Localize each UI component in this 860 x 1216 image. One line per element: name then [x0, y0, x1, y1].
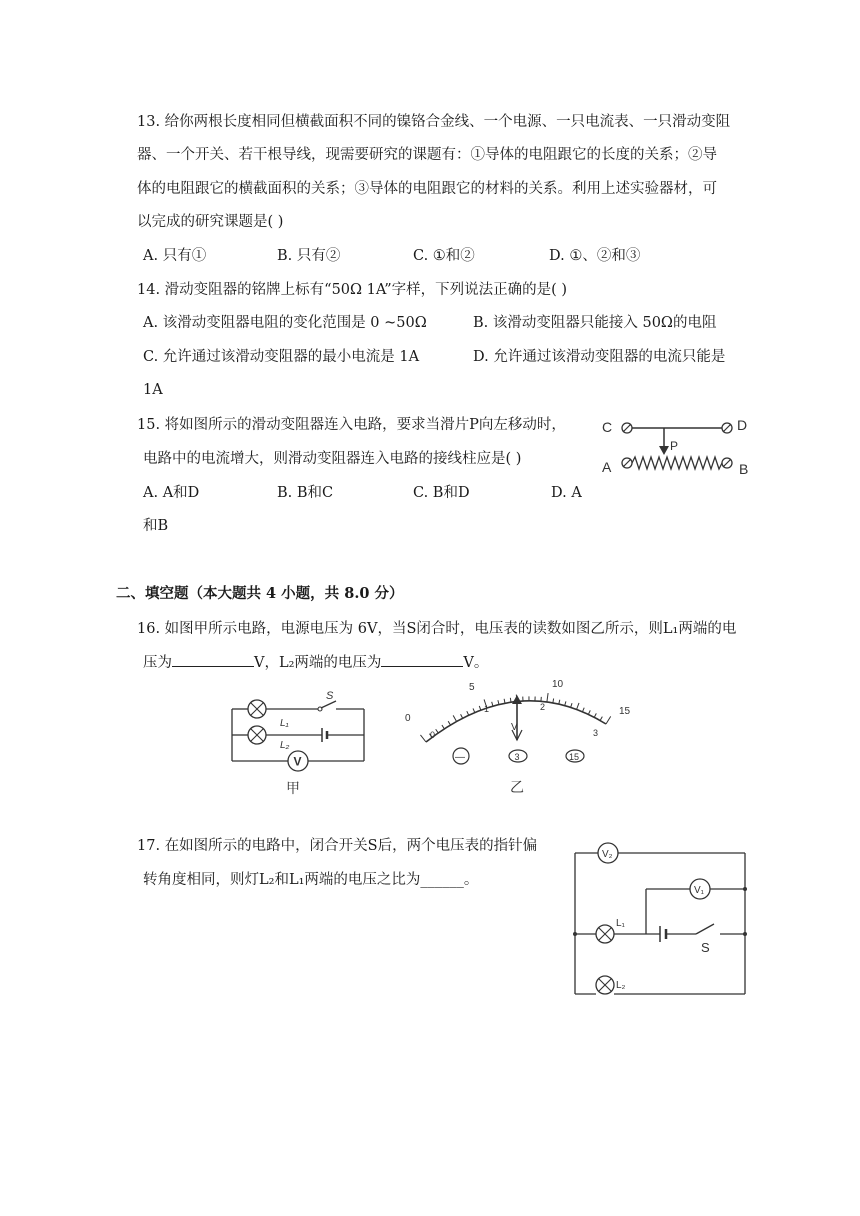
inner-tick-2: 2 [540, 702, 546, 712]
q16-line-2: 压为 V，L₂两端的电压为 V。 [143, 652, 488, 673]
q14-option-c: C. 允许通过该滑动变阻器的最小电流是 1A [143, 349, 420, 365]
dial-tick [559, 700, 560, 704]
dial-tick [448, 721, 450, 725]
dial-tick [565, 701, 566, 705]
q13-line-4: 以完成的研究课题是( ) [137, 214, 284, 230]
outer-tick-0: 0 [405, 713, 411, 724]
terminal-d-label: D [737, 417, 748, 433]
pointer-v-label: V [511, 722, 518, 733]
switch-s [696, 924, 714, 934]
outer-tick-5: 5 [469, 682, 475, 693]
dial-tick [467, 711, 469, 715]
svg-text:15: 15 [569, 752, 580, 762]
switch-s-label: S [701, 940, 710, 955]
q15-option-c: C. B和D [413, 485, 470, 501]
switch-s [321, 701, 336, 708]
voltmeter-v1-label: V₁ [694, 885, 705, 896]
q13-line-1: 13. 给你两根长度相同但横截面积不同的镍铬合金线、一个电源、一只电流表、一只滑动变阻 [137, 114, 731, 130]
dial-tick [479, 706, 481, 710]
q14-option-d-cont: 1A [143, 382, 163, 398]
section-2-title: 二、填空题（本大题共 4 小题，共 8.0 分） [116, 585, 404, 602]
dial-tick [577, 703, 579, 710]
voltmeter-label: V [293, 754, 302, 769]
dial-tick [510, 698, 511, 702]
dial-tick [571, 703, 572, 707]
svg-text:—: — [455, 752, 465, 763]
dial-tick [473, 708, 475, 712]
circuit-q17-figure [568, 838, 748, 1000]
dial-tick [588, 710, 590, 714]
circuit-jia-figure [224, 690, 374, 800]
outer-tick-10: 10 [552, 679, 564, 690]
q14-stem: 14. 滑动变阻器的铭牌上标有“50Ω 1A”字样，下列说法正确的是( ) [137, 282, 568, 298]
terminal-b-label: B [739, 461, 749, 477]
q17-line-2: 转角度相同，则灯L₂和L₁两端的电压之比为______。 [143, 872, 479, 888]
dial-tick [492, 702, 493, 706]
inner-tick-3: 3 [593, 728, 599, 738]
q13-option-c: C. ①和② [413, 248, 475, 264]
svg-text:3: 3 [514, 752, 520, 762]
slider-p-label: P [670, 439, 679, 453]
dial-tick [442, 725, 444, 729]
terminal-c-label: C [602, 419, 613, 435]
q13-line-3: 体的电阻跟它的横截面积的关系；③导体的电阻跟它的材料的关系。利用上述实验器材，可 [137, 181, 717, 197]
q16-blank-2[interactable] [381, 652, 463, 667]
q13-option-d: D. ①、②和③ [549, 248, 641, 264]
dial-tick [461, 714, 463, 718]
q15-option-b: B. B和C [277, 485, 334, 501]
q15-line-2: 电路中的电流增大，则滑动变阻器连入电路的接线柱应是( ) [143, 451, 522, 467]
q14-option-d: D. 允许通过该滑动变阻器的电流只能是 [473, 349, 726, 365]
lamp-l2-label: L₂ [616, 980, 626, 991]
dial-tick [606, 716, 611, 724]
inner-tick-0: 0 [430, 730, 436, 740]
figure-yi-caption: 乙 [510, 779, 524, 795]
figure-jia-caption: 甲 [286, 780, 300, 796]
q14-option-a: A. 该滑动变阻器电阻的变化范围是 0 ~50Ω [143, 315, 427, 331]
voltmeter-dial-figure [396, 674, 646, 800]
dial-tick [420, 735, 426, 742]
voltmeter-v2-label: V₂ [602, 849, 613, 860]
q16-line-1: 16. 如图甲所示电路，电源电压为 6V，当S闭合时，电压表的读数如图乙所示，则L₁两端的电 [137, 621, 737, 637]
outer-tick-15: 15 [619, 706, 631, 717]
q15-option-a: A. A和D [143, 485, 200, 501]
dial-tick [594, 713, 596, 717]
dial-tick [582, 708, 584, 712]
q15-option-d-cont: 和B [143, 518, 169, 534]
dial-tick [600, 717, 602, 721]
terminal-a-label: A [602, 459, 612, 475]
q13-option-b: B. 只有② [277, 248, 341, 264]
lamp-l2-label: L₂ [280, 740, 290, 751]
rheostat-figure [596, 412, 756, 484]
q17-line-1: 17. 在如图所示的电路中，闭合开关S后，两个电压表的指针偏 [137, 838, 538, 854]
lamp-l1-label: L₁ [280, 718, 289, 729]
q13-line-2: 器、一个开关、若干根导线，现需要研究的课题有：①导体的电阻跟它的长度的关系；②导 [137, 147, 717, 163]
q13-option-a: A. 只有① [143, 248, 207, 264]
dial-tick [547, 693, 548, 702]
q16-blank-1[interactable] [172, 652, 254, 667]
dial-tick [453, 715, 456, 721]
resistance-coil [632, 457, 722, 469]
dial-tick [498, 700, 499, 704]
q15-line-1: 15. 将如图所示的滑动变阻器连入电路，要求当滑片P向左移动时， [137, 417, 566, 433]
q14-option-b: B. 该滑动变阻器只能接入 50Ω的电阻 [473, 315, 717, 331]
switch-s-label: S [326, 690, 334, 702]
inner-tick-1: 1 [484, 704, 490, 714]
dial-tick [436, 729, 439, 733]
q15-option-d: D. A [551, 485, 582, 501]
lamp-l1-label: L₁ [616, 918, 625, 929]
